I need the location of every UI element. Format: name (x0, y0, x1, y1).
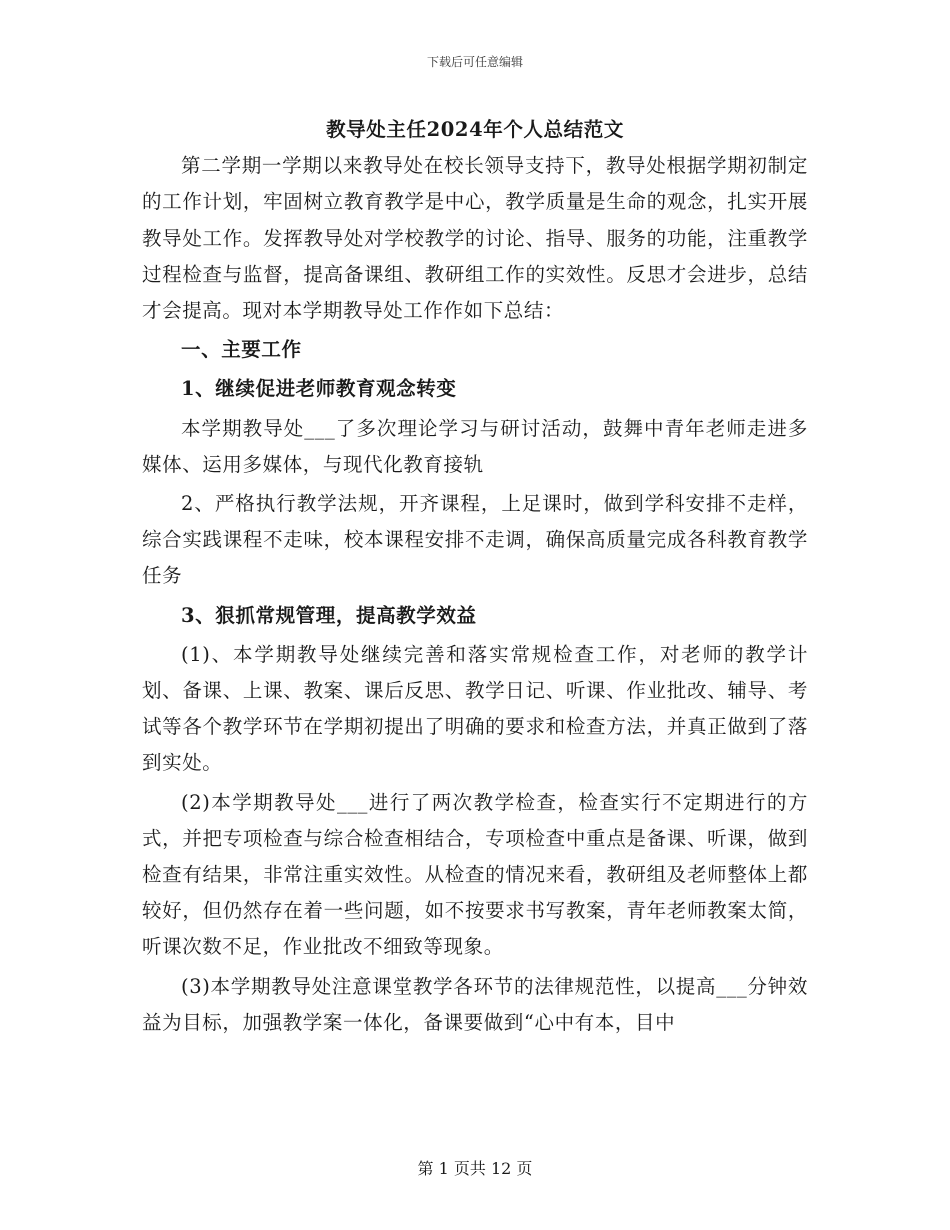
item3-heading: 3、狠抓常规管理，提高教学效益 (181, 603, 477, 627)
item1-heading: 1、继续促进老师教育观念转变 (181, 377, 457, 401)
sub1-paragraph: (1)、本学期教导处继续完善和落实常规检查工作，对老师的教学计划、备课、上课、教案、课后反思、教学日记、听课、作业批改、辅导、考试等各个教学环节在学期初提出了明确的要求和检查方法，并真正做到了落到实处。 (142, 642, 808, 775)
document-title: 教导处主任2024年个人总结范文 (326, 118, 624, 141)
page-number-footer: 第 1 页共 12 页 (417, 1159, 533, 1178)
document-body (142, 112, 808, 1041)
intro-paragraph: 第二学期一学期以来教导处在校长领导支持下，教导处根据学期初制定的工作计划，牢固树立教育教学是中心，教学质量是生命的观念，扎实开展教导处工作。发挥教导处对学校教学的讨论、指导、服务的功能，注重教学过程检查与监督，提高备课组、教研组工作的实效性。反思才会进步，总结才会提高。现对本学期教导处工作作如下总结： (142, 154, 808, 323)
item2-paragraph: 2、严格执行教学法规，开齐课程，上足课时，做到学科安排不走样，综合实践课程不走味，校本课程安排不走调，确保高质量完成各科教育教学任务 (142, 492, 808, 588)
sub2-paragraph: (2)本学期教导处___进行了两次教学检查，检查实行不定期进行的方式，并把专项检查与综合检查相结合，专项检查中重点是备课、听课，做到检查有结果，非常注重实效性。从检查的情况来看，教研组及老师整体上都较好，但仍然存在着一些问题，如不按要求书写教案，青年老师教案太简，听课次数不足，作业批改不细致等现象。 (142, 790, 808, 959)
sub3-paragraph: (3)本学期教导处注意课堂教学各环节的法律规范性，以提高___分钟效益为目标，加强教学案一体化，备课要做到“心中有本，目中 (142, 974, 808, 1034)
item1-paragraph: 本学期教导处___了多次理论学习与研讨活动，鼓舞中青年老师走进多媒体、运用多媒体，与现代化教育接轨 (142, 416, 808, 476)
header-note: 下载后可任意编辑 (426, 55, 523, 69)
section-heading-main-work: 一、主要工作 (181, 338, 302, 362)
